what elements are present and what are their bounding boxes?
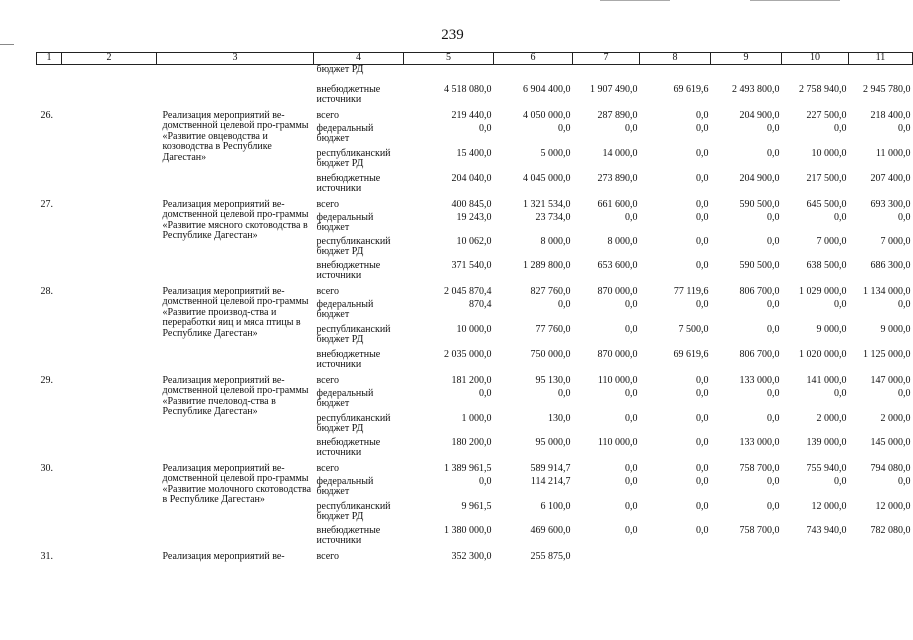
funding-source: внебюджетные источники [316,172,381,194]
amount-cell [782,550,849,568]
header-col-7: 7 [573,53,640,65]
funding-source: республиканский бюджет РД [316,147,391,169]
amount-cell: 110 000,0 [597,374,638,386]
amount-cell: 661 600,0 [597,198,638,210]
funding-source: федеральный бюджет [316,475,374,497]
amount-cell: 10 000,0 [811,147,847,159]
amount-cell: 693 300,0 [870,198,911,210]
amount-cell: 758 700,0 [739,524,780,536]
amount-cell: 0,0 [898,475,911,487]
empty-cell [157,85,314,109]
amount-cell: 0,0 [834,475,847,487]
amount-cell: 5 000,0 [540,147,571,159]
scan-edge-mark [750,0,840,1]
amount-cell: 204 040,0 [451,172,492,184]
row-number: 29. [40,374,53,386]
amount-cell: 645 500,0 [806,198,847,210]
amount-cell: 204 900,0 [739,172,780,184]
amount-cell: 0,0 [834,387,847,399]
amount-cell: 0,0 [696,198,709,210]
header-col-9: 9 [711,53,782,65]
amount-cell: 0,0 [696,259,709,271]
amount-cell: 0,0 [479,387,492,399]
amount-cell: 686 300,0 [870,259,911,271]
amount-cell: 1 321 534,0 [523,198,571,210]
amount-cell: 0,0 [696,235,709,247]
table-row [37,462,913,477]
funding-source: внебюджетные источники [316,259,381,281]
measure-name: Реализация мероприятий ве-домственной целевой про-граммы «Развитие производ-ства и переработки яиц и мяса птицы в Республике Дагестан» [162,285,309,339]
amount-cell: 1 000,0 [461,412,492,424]
header-col-3: 3 [157,53,314,65]
amount-cell: 7 000,0 [880,235,911,247]
amount-cell: 0,0 [767,500,780,512]
amount-cell: 1 389 961,5 [444,462,492,474]
amount-cell: 77 119,6 [673,285,709,297]
amount-cell: 0,0 [558,387,571,399]
amount-cell: 0,0 [625,298,638,310]
measure-name: Реализация мероприятий ве-домственной целевой про-граммы «Развитие молочного скотоводства в Республике Дагестан» [162,462,312,505]
amount-cell: 806 700,0 [739,285,780,297]
amount-cell: 273 890,0 [597,172,638,184]
amount-cell: 0,0 [898,211,911,223]
funding-source: республиканский бюджет РД [316,412,391,434]
amount-cell: 219 440,0 [451,109,492,121]
amount-cell: 4 050 000,0 [523,109,571,121]
amount-cell: 0,0 [898,122,911,134]
amount-cell: 217 500,0 [806,172,847,184]
funding-source: республиканский бюджет РД [316,323,391,345]
table-row [37,285,913,300]
header-row [37,53,913,65]
amount-cell [849,65,913,85]
amount-cell: 0,0 [696,211,709,223]
row-number: 28. [40,285,53,297]
amount-cell: 9 000,0 [816,323,847,335]
amount-cell: 0,0 [625,387,638,399]
amount-cell [640,550,711,568]
amount-cell: 287 890,0 [597,109,638,121]
amount-cell [711,550,782,568]
amount-cell: 0,0 [625,500,638,512]
amount-cell: 204 900,0 [739,109,780,121]
amount-cell [711,65,782,85]
amount-cell: 147 000,0 [870,374,911,386]
funding-source: бюджет РД [316,64,364,75]
amount-cell: 4 518 080,0 [444,83,492,95]
amount-cell: 750 000,0 [530,348,571,360]
header-col-11: 11 [849,53,913,65]
amount-cell: 133 000,0 [739,436,780,448]
amount-cell: 0,0 [696,462,709,474]
funding-source: внебюджетные источники [316,348,381,370]
funding-source: всего [316,109,340,121]
amount-cell: 0,0 [479,475,492,487]
funding-source: всего [316,198,340,210]
amount-cell: 2 945 780,0 [863,83,911,95]
amount-cell: 782 080,0 [870,524,911,536]
empty-cell [62,285,157,374]
measure-name: Реализация мероприятий ве- [162,550,285,562]
amount-cell: 0,0 [625,323,638,335]
funding-source: внебюджетные источники [316,524,381,546]
amount-cell: 11 000,0 [875,147,911,159]
amount-cell: 180 200,0 [451,436,492,448]
row-number: 27. [40,198,53,210]
header-col-4: 4 [314,53,404,65]
amount-cell: 10 062,0 [456,235,492,247]
amount-cell: 23 734,0 [535,211,571,223]
amount-cell: 0,0 [696,436,709,448]
amount-cell: 0,0 [625,412,638,424]
amount-cell: 0,0 [834,211,847,223]
amount-cell: 4 045 000,0 [523,172,571,184]
amount-cell: 1 029 000,0 [799,285,847,297]
amount-cell: 0,0 [767,298,780,310]
amount-cell: 0,0 [767,211,780,223]
empty-cell [62,550,157,568]
amount-cell: 7 500,0 [678,323,709,335]
amount-cell: 6 100,0 [540,500,571,512]
amount-cell: 1 289 800,0 [523,259,571,271]
amount-cell: 8 000,0 [540,235,571,247]
amount-cell: 0,0 [767,235,780,247]
amount-cell: 69 619,6 [673,83,709,95]
funding-source: внебюджетные источники [316,83,381,105]
amount-cell: 0,0 [898,298,911,310]
page-number: 239 [441,27,464,43]
empty-cell [62,109,157,198]
amount-cell: 0,0 [696,172,709,184]
scan-edge-mark [0,44,14,45]
amount-cell: 806 700,0 [739,348,780,360]
amount-cell: 371 540,0 [451,259,492,271]
amount-cell: 400 845,0 [451,198,492,210]
funding-source: федеральный бюджет [316,298,374,320]
amount-cell: 0,0 [696,412,709,424]
amount-cell: 0,0 [767,387,780,399]
amount-cell: 7 000,0 [816,235,847,247]
amount-cell: 0,0 [834,122,847,134]
table-row [37,198,913,213]
amount-cell: 2 045 870,4 [444,285,492,297]
table-body [37,65,913,568]
table-row [37,85,913,109]
amount-cell: 2 000,0 [880,412,911,424]
amount-cell: 0,0 [767,412,780,424]
amount-cell [404,65,494,85]
amount-cell: 19 243,0 [456,211,492,223]
amount-cell: 870,4 [469,298,492,310]
amount-cell: 0,0 [696,374,709,386]
empty-cell [37,85,62,109]
amount-cell: 743 940,0 [806,524,847,536]
amount-cell: 0,0 [767,323,780,335]
amount-cell: 0,0 [696,524,709,536]
amount-cell: 6 904 400,0 [523,83,571,95]
amount-cell: 139 000,0 [806,436,847,448]
amount-cell: 145 000,0 [870,436,911,448]
amount-cell: 2 000,0 [816,412,847,424]
amount-cell: 0,0 [558,298,571,310]
measure-name: Реализация мероприятий ве-домственной целевой про-граммы «Развитие мясного скотоводства в Республике Дагестан» [162,198,309,241]
amount-cell: 0,0 [696,500,709,512]
amount-cell: 827 760,0 [530,285,571,297]
measure-name: Реализация мероприятий ве-домственной целевой про-граммы «Развитие пчеловод-ства в Республике Дагестан» [162,374,309,417]
empty-cell [157,65,314,85]
amount-cell: 1 907 490,0 [590,83,638,95]
funding-source: всего [316,550,340,562]
amount-cell: 133 000,0 [739,374,780,386]
amount-cell: 218 400,0 [870,109,911,121]
amount-cell: 2 493 800,0 [732,83,780,95]
amount-cell: 0,0 [625,211,638,223]
amount-cell: 0,0 [479,122,492,134]
amount-cell: 1 020 000,0 [799,348,847,360]
amount-cell: 0,0 [898,387,911,399]
amount-cell: 2 758 940,0 [799,83,847,95]
amount-cell: 1 380 000,0 [444,524,492,536]
amount-cell: 0,0 [625,524,638,536]
empty-cell [62,374,157,462]
amount-cell: 1 134 000,0 [863,285,911,297]
row-number: 26. [40,109,53,121]
row-number: 30. [40,462,53,474]
amount-cell: 95 130,0 [535,374,571,386]
amount-cell: 0,0 [696,387,709,399]
amount-cell: 9 000,0 [880,323,911,335]
amount-cell: 0,0 [696,147,709,159]
amount-cell: 12 000,0 [811,500,847,512]
funding-source: федеральный бюджет [316,122,374,144]
amount-cell: 469 600,0 [530,524,571,536]
amount-cell: 638 500,0 [806,259,847,271]
amount-cell: 0,0 [558,122,571,134]
amount-cell: 0,0 [696,298,709,310]
amount-cell: 0,0 [767,122,780,134]
amount-cell: 590 500,0 [739,259,780,271]
funding-source: внебюджетные источники [316,436,381,458]
amount-cell: 69 619,6 [673,348,709,360]
amount-cell: 653 600,0 [597,259,638,271]
amount-cell: 0,0 [625,462,638,474]
funding-source: республиканский бюджет РД [316,235,391,257]
amount-cell [573,550,640,568]
amount-cell: 0,0 [767,475,780,487]
amount-cell: 255 875,0 [530,550,571,562]
amount-cell: 8 000,0 [607,235,638,247]
amount-cell: 130,0 [548,412,571,424]
amount-cell: 0,0 [767,147,780,159]
measure-name: Реализация мероприятий ве-домственной целевой про-граммы «Развитие овцеводства и козоводства в Республике Дагестан» [162,109,309,163]
funding-source: федеральный бюджет [316,211,374,233]
amount-cell: 14 000,0 [602,147,638,159]
header-col-6: 6 [494,53,573,65]
amount-cell: 1 125 000,0 [863,348,911,360]
table-row [37,109,913,124]
amount-cell: 0,0 [696,475,709,487]
amount-cell: 15 400,0 [456,147,492,159]
amount-cell: 207 400,0 [870,172,911,184]
amount-cell: 12 000,0 [875,500,911,512]
funding-source: всего [316,285,340,297]
amount-cell: 181 200,0 [451,374,492,386]
amount-cell: 77 760,0 [535,323,571,335]
amount-cell: 0,0 [696,122,709,134]
amount-cell [782,65,849,85]
amount-cell: 141 000,0 [806,374,847,386]
amount-cell: 794 080,0 [870,462,911,474]
table-row [37,550,913,568]
amount-cell: 352 300,0 [451,550,492,562]
amount-cell [573,65,640,85]
header-col-2: 2 [62,53,157,65]
amount-cell: 227 500,0 [806,109,847,121]
amount-cell: 870 000,0 [597,348,638,360]
amount-cell: 95 000,0 [535,436,571,448]
amount-cell [494,65,573,85]
header-col-10: 10 [782,53,849,65]
amount-cell: 755 940,0 [806,462,847,474]
amount-cell: 0,0 [625,122,638,134]
amount-cell: 110 000,0 [597,436,638,448]
header-col-1: 1 [37,53,62,65]
amount-cell [640,65,711,85]
empty-cell [62,462,157,550]
amount-cell: 589 914,7 [530,462,571,474]
empty-cell [62,85,157,109]
empty-cell [62,198,157,285]
funding-source: всего [316,462,340,474]
empty-cell [37,65,62,85]
amount-cell: 0,0 [625,475,638,487]
header-col-5: 5 [404,53,494,65]
amount-cell: 0,0 [696,109,709,121]
amount-cell [849,550,913,568]
budget-table [36,52,913,568]
amount-cell: 2 035 000,0 [444,348,492,360]
table-row [37,65,913,85]
amount-cell: 870 000,0 [597,285,638,297]
amount-cell: 114 214,7 [530,475,571,487]
table-row [37,374,913,389]
funding-source: республиканский бюджет РД [316,500,391,522]
scan-edge-mark [600,0,670,1]
amount-cell: 758 700,0 [739,462,780,474]
header-col-8: 8 [640,53,711,65]
empty-cell [62,65,157,85]
row-number: 31. [40,550,53,562]
funding-source: федеральный бюджет [316,387,374,409]
amount-cell: 10 000,0 [456,323,492,335]
amount-cell: 0,0 [834,298,847,310]
funding-source: всего [316,374,340,386]
amount-cell: 9 961,5 [461,500,492,512]
amount-cell: 590 500,0 [739,198,780,210]
